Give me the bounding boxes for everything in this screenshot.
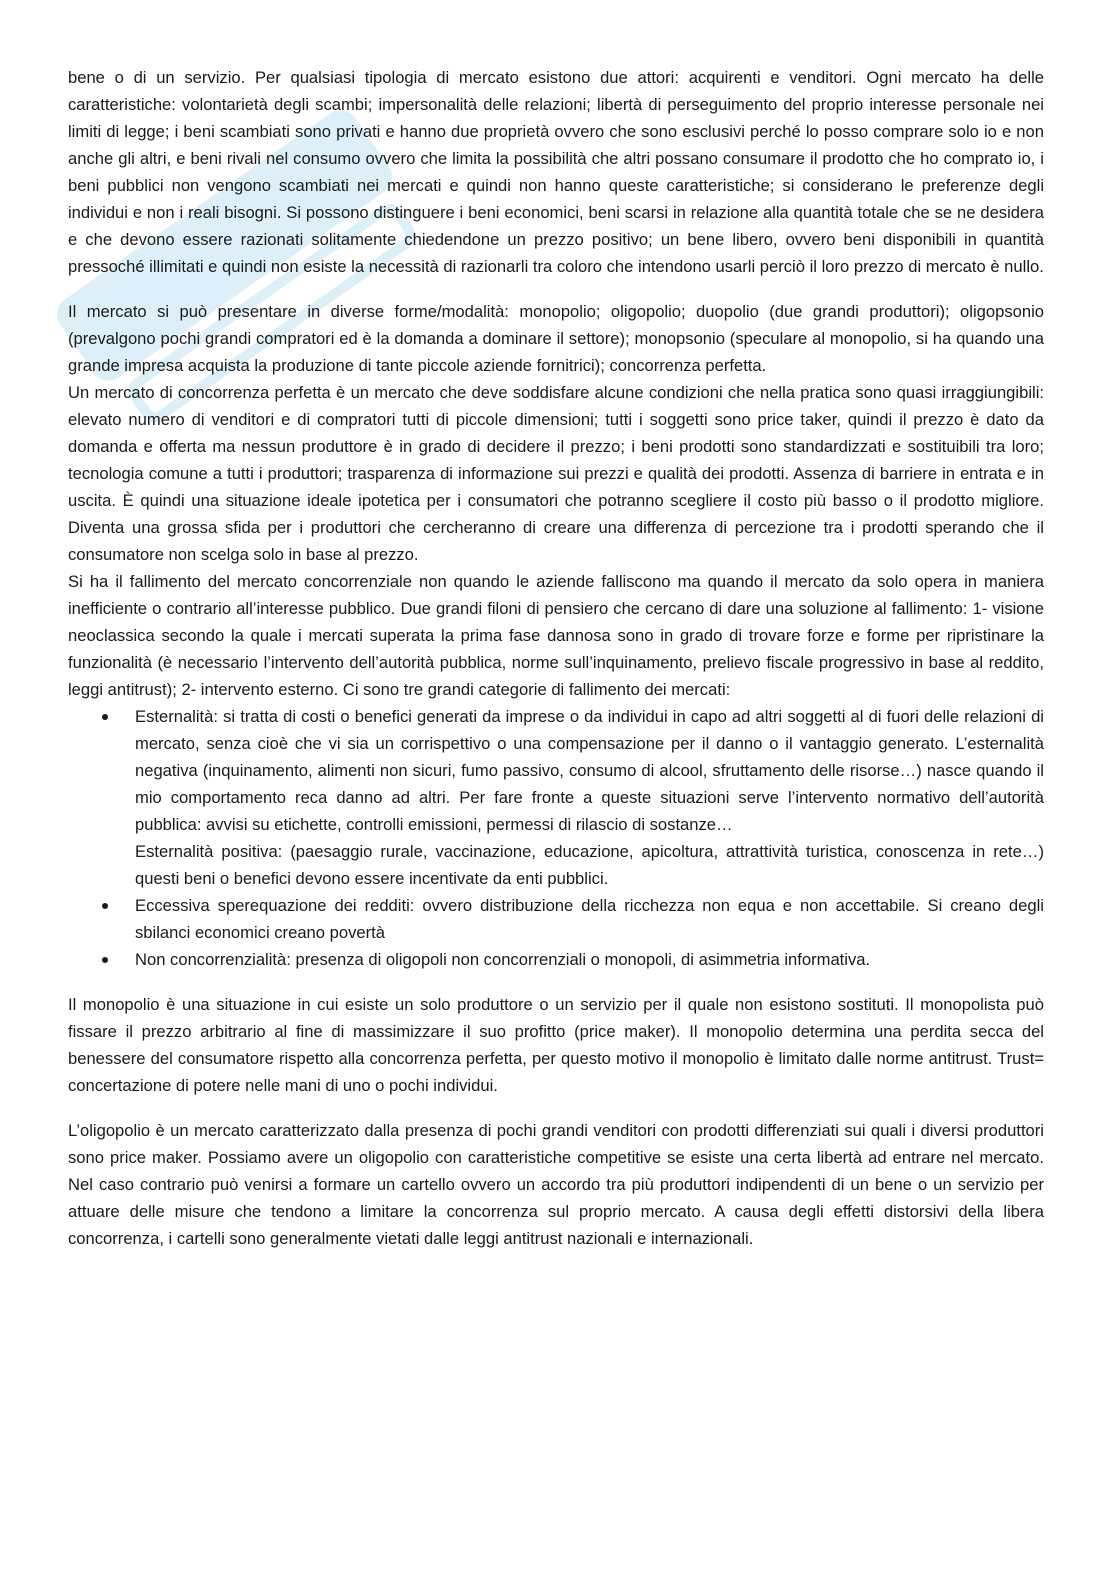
paragraph-oligopoly: L’oligopolio è un mercato caratterizzato dalla presenza di pochi grandi venditori con prodotti differenziati sui quali i diversi produttori sono price maker. Possiamo avere un oligopolio con caratteristiche competitive se esiste una certa libertà ad entrare nel mercato. Nel caso contrario può venirsi a formare un cartello ovvero un accordo tra più produttori indipendenti di un bene o un servizio per attuare delle misure che tendono a limitare la concorrenza sul proprio mercato. A causa degli effetti distorsivi della libera concorrenza, i cartelli sono generalmente vietati dalle leggi antitrust nazionali e internazionali. [68,1121,1044,1248]
paragraph-monopoly: Il monopolio è una situazione in cui esiste un solo produttore o un servizio per il quale non esistono sostituti. Il monopolista può fissare il prezzo arbitrario al fine di massimizzare il suo profitto (price maker). Il monopolio determina una perdita secca del benessere del consumatore rispetto alla concorrenza perfetta, per questo motivo il monopolio è limitato dalle norme antitrust. Trust= concertazione di potere nelle mani di uno o pochi individui. [68,995,1044,1095]
document-body [68,64,1044,1252]
paragraph-market-forms: Il mercato si può presentare in diverse forme/modalità: monopolio; oligopolio; duopolio (due grandi produttori); oligopsonio (prevalgono pochi grandi compratori ed è la domanda a dominare il settore); monopsonio (speculare al monopolio, si ha quando una grande impresa acquista la produzione di tante piccole aziende fornitrici); concorrenza perfetta. [68,302,1044,375]
paragraph-perfect-competition: Un mercato di concorrenza perfetta è un mercato che deve soddisfare alcune condizioni che nella pratica sono quasi irraggiungibili: elevato numero di venditori e di compratori tutti di piccole dimensioni; tutti i soggetti sono price taker, quindi il prezzo è dato da domanda e offerta ma nessun produttore è in grado di decidere il prezzo; i beni prodotti sono standardizzati e sostituibili tra loro; tecnologia comune a tutti i produttori; trasparenza di informazione sui prezzi e qualità dei prodotti. Assenza di barriere in entrata e in uscita. È quindi una situazione ideale ipotetica per i consumatori che potranno scegliere il costo più basso o il prodotto migliore. Diventa una grossa sfida per i produttori che cercheranno di creare una differenza di percezione tra i prodotti sperando che il consumatore non scelga solo in base al prezzo. [68,383,1044,564]
bullet-icon [102,903,108,909]
bullet-non-competition: Non concorrenzialità: presenza di oligopoli non concorrenziali o monopoli, di asimmetria informativa. [135,950,871,969]
bullet-externalities-negative: Esternalità: si tratta di costi o benefici generati da imprese o da individui in capo ad altri soggetti al di fuori delle relazioni di mercato, senza cioè che vi sia un corrispettivo o una compensazione per il danno o il vantaggio generato. L’esternalità negativa (inquinamento, alimenti non sicuri, fumo passivo, consumo di alcool, sfruttamento delle risorse…) nasce quando il mio comportamento reca danno ad altri. Per fare fronte a queste situazioni serve l’intervento normativo dell’autorità pubblica: avvisi su etichette, controlli emissioni, permessi di rilascio di sostanze… [135,707,1044,834]
bullet-income-inequality: Eccessiva sperequazione dei redditi: ovvero distribuzione della ricchezza non equa e non accettabile. Si creano degli sbilanci economici creano povertà [135,896,1044,942]
list-item [68,892,1044,946]
bullet-externalities-positive: Esternalità positiva: (paesaggio rurale, vaccinazione, educazione, apicoltura, attrattività turistica, conoscenza in rete…) questi beni o benefici devono essere incentivate da enti pubblici. [135,842,1044,888]
list-item [68,946,1044,973]
paragraph-market-failure: Si ha il fallimento del mercato concorrenziale non quando le aziende falliscono ma quando il mercato da solo opera in maniera inefficiente o contrario all’interesse pubblico. Due grandi filoni di pensiero che cercano di dare una soluzione al fallimento: 1- visione neoclassica secondo la quale i mercati superata la prima fase dannosa sono in grado di trovare forze e forme per ripristinare la funzionalità (è necessario l’intervento dell’autorità pubblica, norme sull’inquinamento, prelievo fiscale progressivo in base al reddito, leggi antitrust); 2- intervento esterno. Ci sono tre grandi categorie di fallimento dei mercati: [68,572,1044,699]
list-item [68,703,1044,892]
market-failure-list [68,703,1044,973]
paragraph-market-characteristics: bene o di un servizio. Per qualsiasi tipologia di mercato esistono due attori: acquirenti e venditori. Ogni mercato ha delle caratteristiche: volontarietà degli scambi; impersonalità delle relazioni; libertà di perseguimento del proprio interesse personale nei limiti di legge; i beni scambiati sono privati e hanno due proprietà ovvero che sono esclusivi perché lo posso comprare solo io e non anche gli altri, e beni rivali nel consumo ovvero che limita la possibilità che altri possano consumare il prodotto che ho comprato io, i beni pubblici non vengono scambiati nei mercati e quindi non hanno queste caratteristiche; si considerano le preferenze degli individui e non i reali bisogni. Si possono distinguere i beni economici, beni scarsi in relazione alla quantità totale che se ne desidera e che devono essere razionati solitamente chiedendone un prezzo positivo; un bene libero, ovvero beni disponibili in quantità pressoché illimitati e quindi non esiste la necessità di razionarli tra coloro che intendono usarli perciò il loro prezzo di mercato è nullo. [68,68,1044,276]
bullet-icon [102,714,108,720]
bullet-icon [102,957,108,963]
